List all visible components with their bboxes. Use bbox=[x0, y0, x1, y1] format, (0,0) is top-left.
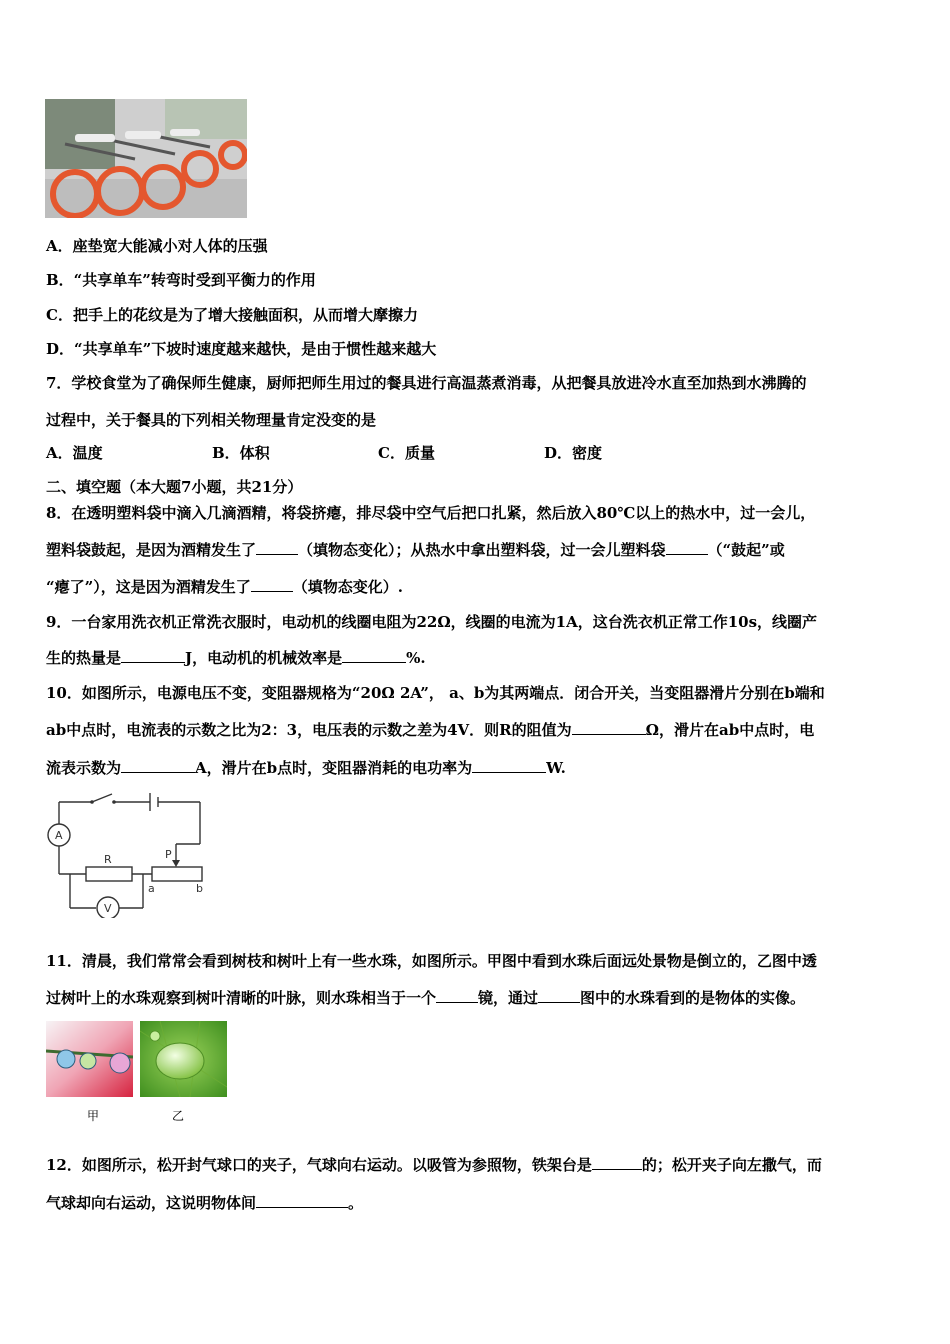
switch-blade bbox=[92, 794, 112, 802]
circuit-diagram bbox=[40, 788, 215, 918]
q11-text: 过树叶上的水珠观察到树叶清晰的叶脉，则水珠相当于一个 bbox=[46, 989, 437, 1007]
q10-stem-line1: 10．如图所示，电源电压不变，变阻器规格为“20Ω 2A”， a、b为其两端点．闭合开关，当变阻器滑片分别在b端和 bbox=[46, 684, 825, 702]
q12-blank-1[interactable] bbox=[592, 1155, 642, 1170]
q7-stem-line1: 7．学校食堂为了确保师生健康，厨师把师生用过的餐具进行高温蒸煮消毒，从把餐具放进冷水直至加热到水沸腾的 bbox=[46, 374, 807, 392]
caption-jia: 甲 bbox=[87, 1109, 100, 1123]
q10-text: W. bbox=[546, 759, 566, 777]
q10-text: Ω，滑片在ab中点时，电 bbox=[645, 721, 815, 739]
q11-stem-line1: 11．清晨，我们常常会看到树枝和树叶上有一些水珠，如图所示。甲图中看到水珠后面远处景物是倒立的，乙图中透 bbox=[46, 952, 817, 970]
q7-stem-line2: 过程中，关于餐具的下列相关物理量肯定没变的是 bbox=[46, 411, 377, 429]
q11-blank-2[interactable] bbox=[538, 988, 580, 1003]
caption-yi: 乙 bbox=[172, 1109, 185, 1123]
end-a-label: a bbox=[148, 882, 155, 895]
q12-text: 12．如图所示，松开封气球口的夹子，气球向右运动。以吸管为参照物，铁架台是 bbox=[46, 1156, 592, 1174]
q7-option-a: A．温度 bbox=[46, 444, 103, 462]
q10-text: 流表示数为 bbox=[46, 759, 122, 777]
q9-blank-2[interactable] bbox=[342, 648, 406, 663]
q12-blank-2[interactable] bbox=[256, 1193, 348, 1208]
q6-option-d: D．“共享单车”下坡时速度越来越快，是由于惯性越来越大 bbox=[46, 340, 437, 358]
q10-text: A，滑片在b点时，变阻器消耗的电功率为 bbox=[195, 759, 473, 777]
slider-arrow bbox=[172, 860, 180, 867]
q12-text: 气球却向右运动，这说明物体间 bbox=[46, 1194, 257, 1212]
water-drop-on-leaf-photo bbox=[140, 1021, 227, 1097]
q10-stem-line2 bbox=[46, 720, 814, 740]
q8-text: “瘪了”），这是因为酒精发生了 bbox=[46, 578, 251, 596]
q10-stem-line3 bbox=[46, 758, 566, 778]
section-title: 二、填空题（本大题7小题，共21分） bbox=[46, 478, 303, 496]
q6-option-b: B．“共享单车”转弯时受到平衡力的作用 bbox=[46, 271, 316, 289]
q9-text: 生的热量是 bbox=[46, 649, 122, 667]
q11-stem-line2 bbox=[46, 988, 805, 1008]
q8-text: 塑料袋鼓起，是因为酒精发生了 bbox=[46, 541, 257, 559]
q8-blank-2[interactable] bbox=[666, 540, 708, 555]
q8-blank-3[interactable] bbox=[251, 577, 293, 592]
q8-stem-line3 bbox=[46, 577, 403, 597]
q8-stem-line1: 8．在透明塑料袋中滴入几滴酒精，将袋挤瘪，排尽袋中空气后把口扎紧，然后放入80℃以上的热水中，过一会儿， bbox=[46, 504, 816, 522]
q12-stem-line2 bbox=[46, 1193, 363, 1213]
q11-blank-1[interactable] bbox=[436, 988, 478, 1003]
q12-text: 的；松开夹子向左撒气，而 bbox=[641, 1156, 822, 1174]
q6-option-a: A．座垫宽大能减小对人体的压强 bbox=[46, 237, 268, 255]
q7-option-c: C．质量 bbox=[378, 444, 435, 462]
voltmeter-label: V bbox=[104, 902, 112, 915]
ammeter-label: A bbox=[55, 829, 63, 842]
q6-option-c: C．把手上的花纹是为了增大接触面积，从而增大摩擦力 bbox=[46, 306, 418, 324]
q8-text: （填物态变化）；从热水中拿出塑料袋，过一会儿塑料袋 bbox=[298, 541, 666, 559]
shared-bike-photo bbox=[45, 99, 247, 218]
end-b-label: b bbox=[196, 882, 203, 895]
q12-text: 。 bbox=[348, 1194, 364, 1212]
resistor-r bbox=[86, 867, 132, 881]
resistor-label: R bbox=[104, 853, 112, 866]
q10-blank-1[interactable] bbox=[572, 720, 646, 735]
q8-stem-line2 bbox=[46, 540, 785, 560]
q9-text: %. bbox=[406, 649, 426, 667]
q7-option-b: B．体积 bbox=[212, 444, 270, 462]
q7-option-d: D．密度 bbox=[544, 444, 603, 462]
q10-text: ab中点时，电流表的示数之比为2：3，电压表的示数之差为4V．则R的阻值为 bbox=[46, 721, 572, 739]
rheostat bbox=[152, 867, 202, 881]
q10-blank-3[interactable] bbox=[472, 758, 546, 773]
slider-label: P bbox=[165, 848, 172, 861]
q8-text: （填物态变化）. bbox=[292, 578, 403, 596]
q8-text: （“鼓起”或 bbox=[707, 541, 785, 559]
q9-blank-1[interactable] bbox=[121, 648, 185, 663]
q8-blank-1[interactable] bbox=[256, 540, 298, 555]
q10-blank-2[interactable] bbox=[121, 758, 195, 773]
water-drops-on-twig-photo bbox=[46, 1021, 133, 1097]
q12-stem-line1 bbox=[46, 1155, 822, 1175]
q9-stem-line2 bbox=[46, 648, 426, 668]
q9-stem-line1: 9．一台家用洗衣机正常洗衣服时，电动机的线圈电阻为22Ω，线圈的电流为1A，这台洗衣机正常工作10s，线圈产 bbox=[46, 613, 818, 631]
q11-text: 镜，通过 bbox=[478, 989, 539, 1007]
q9-text: J，电动机的机械效率是 bbox=[185, 649, 343, 667]
q7-options bbox=[46, 443, 602, 463]
q11-text: 图中的水珠看到的是物体的实像。 bbox=[580, 989, 806, 1007]
